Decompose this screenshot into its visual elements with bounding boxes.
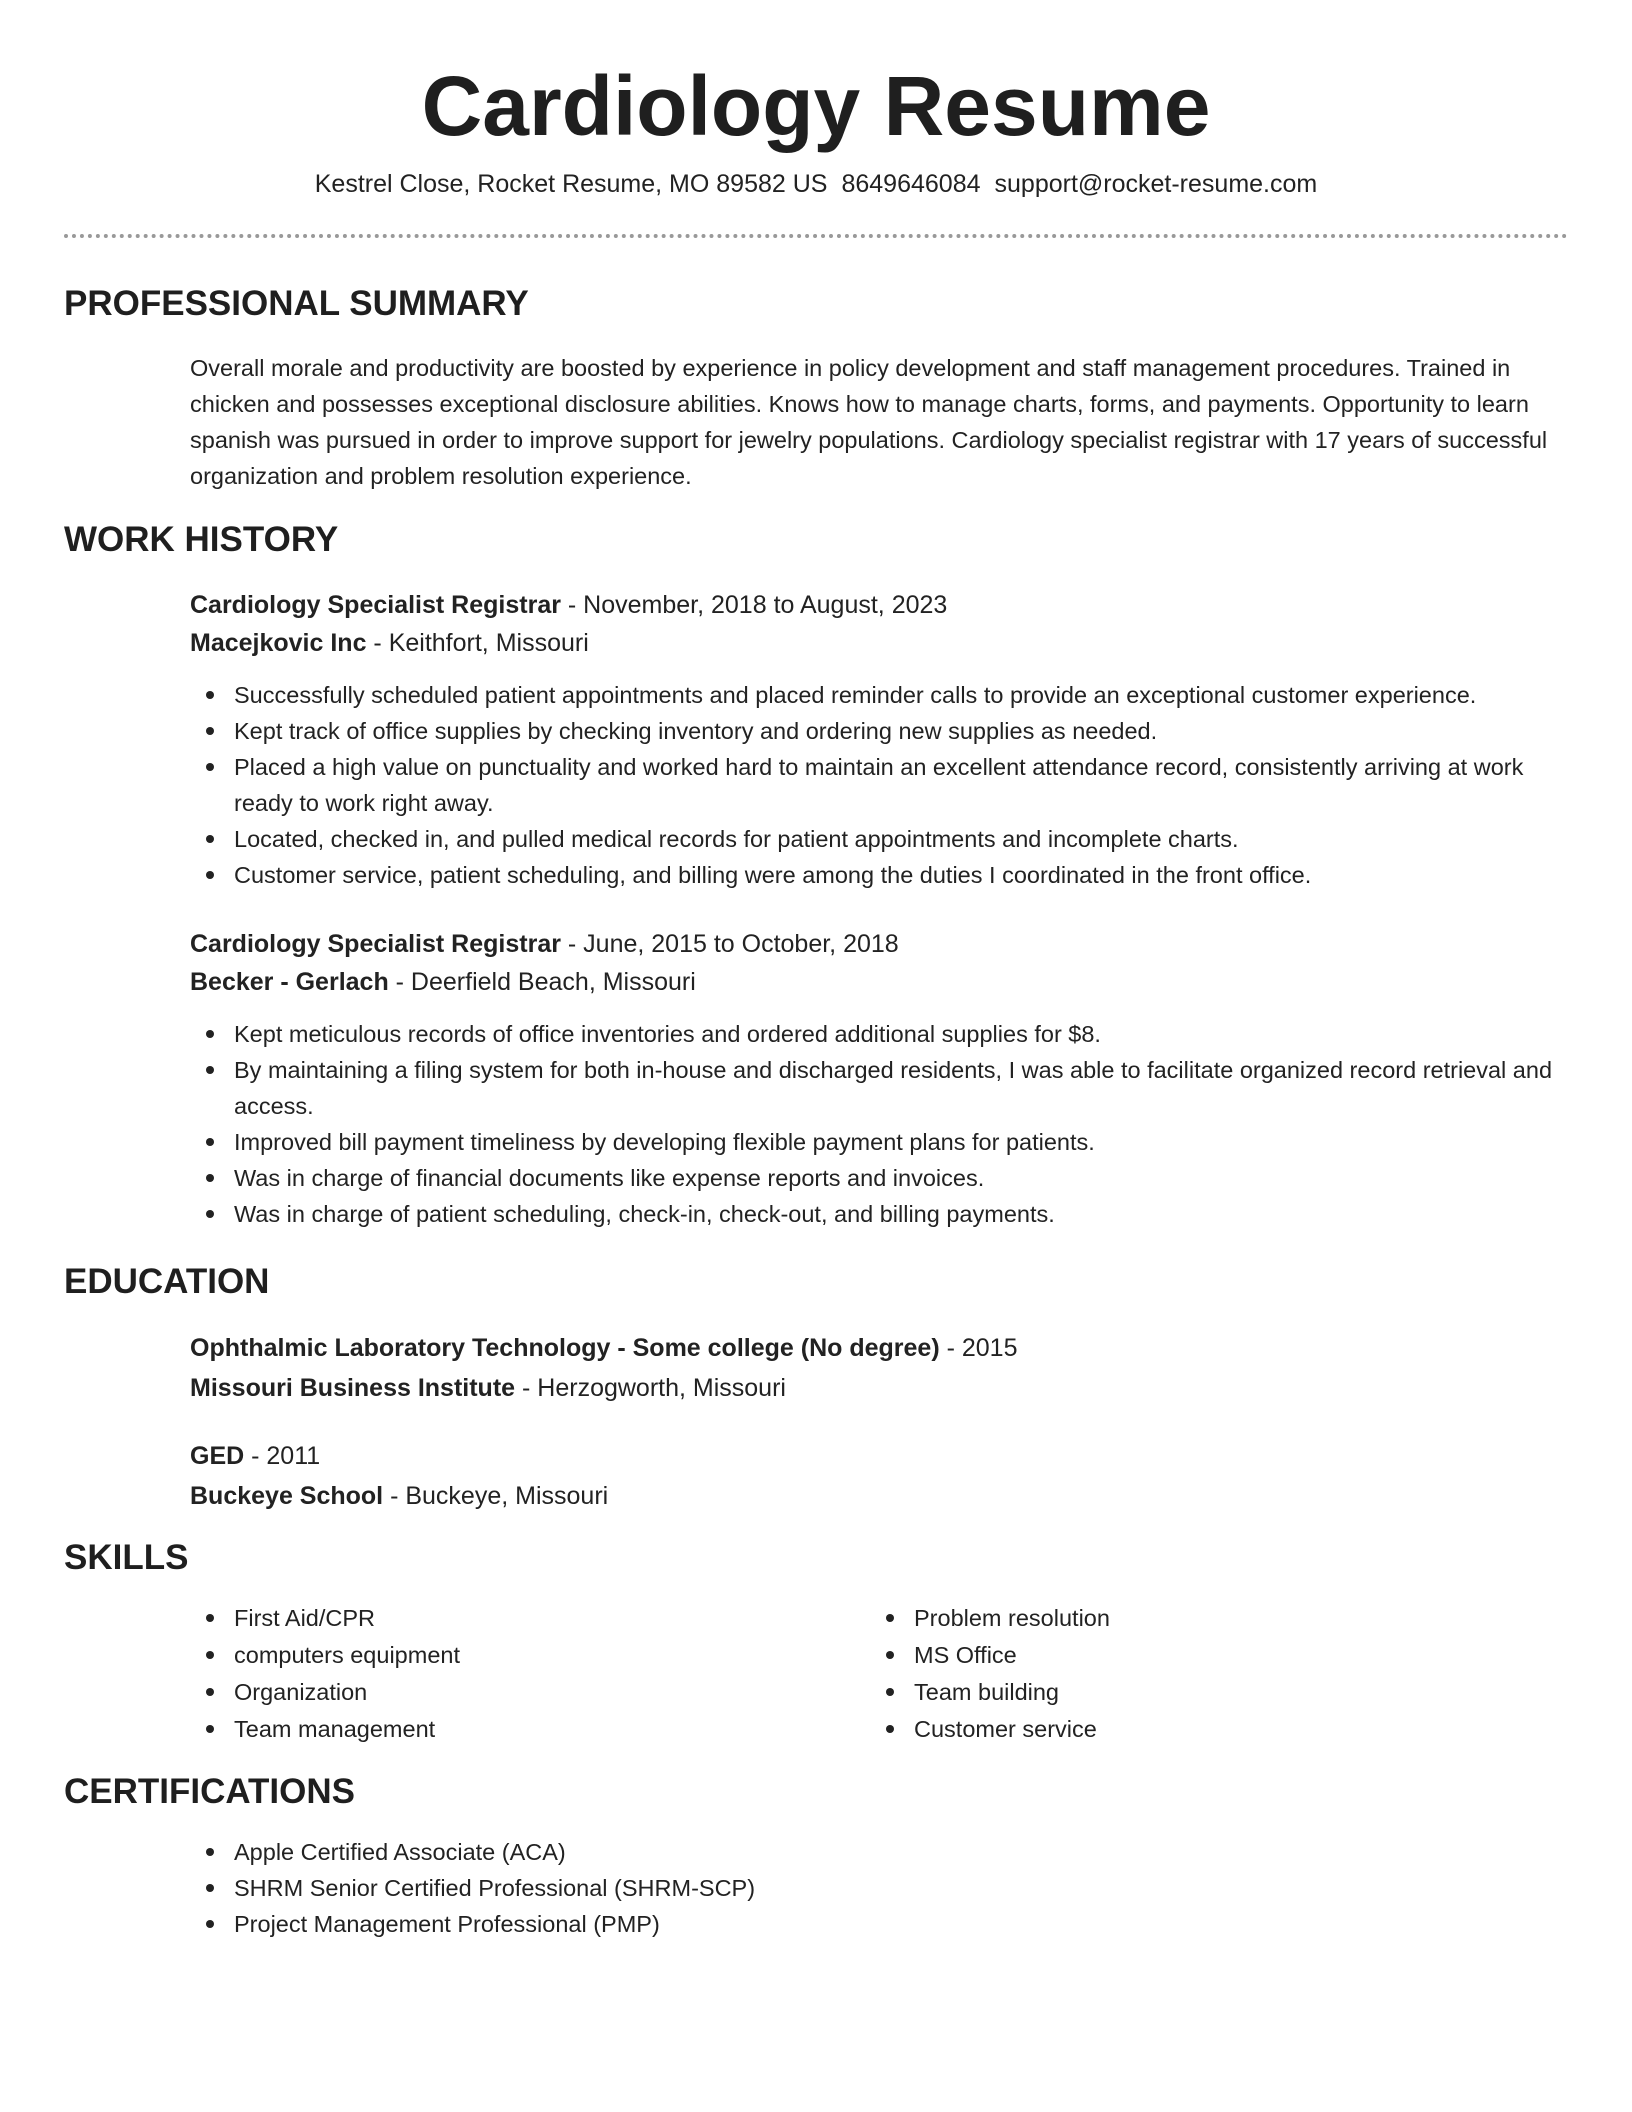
certifications-section	[64, 1772, 1568, 1942]
job-bullets	[190, 677, 1568, 893]
list-item: Located, checked in, and pulled medical records for patient appointments and incomplete charts.	[190, 821, 1568, 857]
list-item: computers equipment	[190, 1637, 870, 1674]
job-bullets	[190, 1016, 1568, 1232]
section-title-skills: SKILLS	[64, 1538, 189, 1577]
header-divider	[64, 234, 1568, 238]
education-school-line	[190, 1476, 1568, 1516]
job-entry	[64, 586, 1568, 893]
education-school-line	[190, 1368, 1568, 1408]
job-company-line	[190, 963, 1568, 1001]
job-entry	[64, 925, 1568, 1232]
contact-email: support@rocket-resume.com	[994, 170, 1318, 198]
list-item: Kept track of office supplies by checking inventory and ordering new supplies as needed.	[190, 713, 1568, 749]
job-dates: - June, 2015 to October, 2018	[560, 930, 899, 958]
summary-text: Overall morale and productivity are boosted by experience in policy development and staff management procedures. Trained in chicken and possesses exceptional disclosure abilities. Knows how to manage charts, forms, and payments. Opportunity to learn spanish was pursued in order to improve support for jewelry populations. Cardiology specialist registrar with 17 years of successful organization and problem resolution experience.	[190, 355, 1548, 489]
list-item: Organization	[190, 1674, 870, 1711]
list-item: Kept meticulous records of office inventories and ordered additional supplies for $8.	[190, 1016, 1568, 1052]
skills-section	[64, 1538, 1568, 1748]
certifications-list	[190, 1834, 1568, 1942]
skills-column-left	[190, 1600, 870, 1748]
list-item: Apple Certified Associate (ACA)	[190, 1834, 1568, 1870]
list-item: Placed a high value on punctuality and worked hard to maintain an excellent attendance record, consistently arriving at work ready to work right away.	[190, 749, 1568, 821]
contact-address: Kestrel Close, Rocket Resume, MO 89582 US	[314, 170, 828, 198]
job-location: - Deerfield Beach, Missouri	[388, 968, 696, 996]
education-degree-line	[190, 1436, 1568, 1476]
list-item: SHRM Senior Certified Professional (SHRM-SCP)	[190, 1870, 1568, 1906]
list-item: Team building	[870, 1674, 1550, 1711]
education-year: - 2011	[244, 1442, 321, 1470]
list-item: Customer service, patient scheduling, and billing were among the duties I coordinated in the front office.	[190, 857, 1568, 893]
job-role-line	[190, 925, 1568, 963]
list-item: Problem resolution	[870, 1600, 1550, 1637]
education-entry	[64, 1328, 1568, 1408]
list-item: Was in charge of patient scheduling, check-in, check-out, and billing payments.	[190, 1196, 1568, 1232]
job-role: Cardiology Specialist Registrar	[190, 591, 561, 619]
education-school: Missouri Business Institute	[190, 1374, 516, 1402]
job-role-line	[190, 586, 1568, 624]
list-item: MS Office	[870, 1637, 1550, 1674]
list-item: Was in charge of financial documents like expense reports and invoices.	[190, 1160, 1568, 1196]
list-item: First Aid/CPR	[190, 1600, 870, 1637]
list-item: Customer service	[870, 1711, 1550, 1748]
education-section	[64, 1262, 1568, 1516]
skills-grid	[190, 1600, 1568, 1748]
list-item: By maintaining a filing system for both in-house and discharged residents, I was able to facilitate organized record retrieval and access.	[190, 1052, 1568, 1124]
work-history-section	[64, 520, 1568, 1232]
section-title-work-history: WORK HISTORY	[64, 520, 339, 559]
list-item: Successfully scheduled patient appointments and placed reminder calls to provide an exceptional customer experience.	[190, 677, 1568, 713]
skills-column-right	[870, 1600, 1550, 1748]
education-degree: GED	[190, 1442, 245, 1470]
job-role: Cardiology Specialist Registrar	[190, 930, 561, 958]
section-title-certifications: CERTIFICATIONS	[64, 1772, 356, 1811]
education-location: - Buckeye, Missouri	[383, 1482, 609, 1510]
education-degree-line	[190, 1328, 1568, 1368]
list-item: Team management	[190, 1711, 870, 1748]
job-company-line	[190, 624, 1568, 662]
education-year: - 2015	[939, 1334, 1018, 1362]
contact-phone: 8649646084	[841, 170, 981, 198]
education-degree: Ophthalmic Laboratory Technology - Some college (No degree)	[190, 1334, 940, 1362]
job-dates: - November, 2018 to August, 2023	[560, 591, 948, 619]
job-company: Becker - Gerlach	[190, 968, 389, 996]
summary-section	[64, 284, 1568, 494]
list-item: Improved bill payment timeliness by developing flexible payment plans for patients.	[190, 1124, 1568, 1160]
education-location: - Herzogworth, Missouri	[515, 1374, 786, 1402]
resume-title: Cardiology Resume	[421, 59, 1211, 153]
resume-page	[64, 0, 1568, 2112]
job-location: - Keithfort, Missouri	[366, 629, 589, 657]
education-entry	[64, 1436, 1568, 1516]
section-title-education: EDUCATION	[64, 1262, 270, 1301]
education-school: Buckeye School	[190, 1482, 384, 1510]
contact-line	[64, 164, 1568, 212]
job-company: Macejkovic Inc	[190, 629, 367, 657]
list-item: Project Management Professional (PMP)	[190, 1906, 1568, 1942]
section-title-summary: PROFESSIONAL SUMMARY	[64, 284, 529, 323]
